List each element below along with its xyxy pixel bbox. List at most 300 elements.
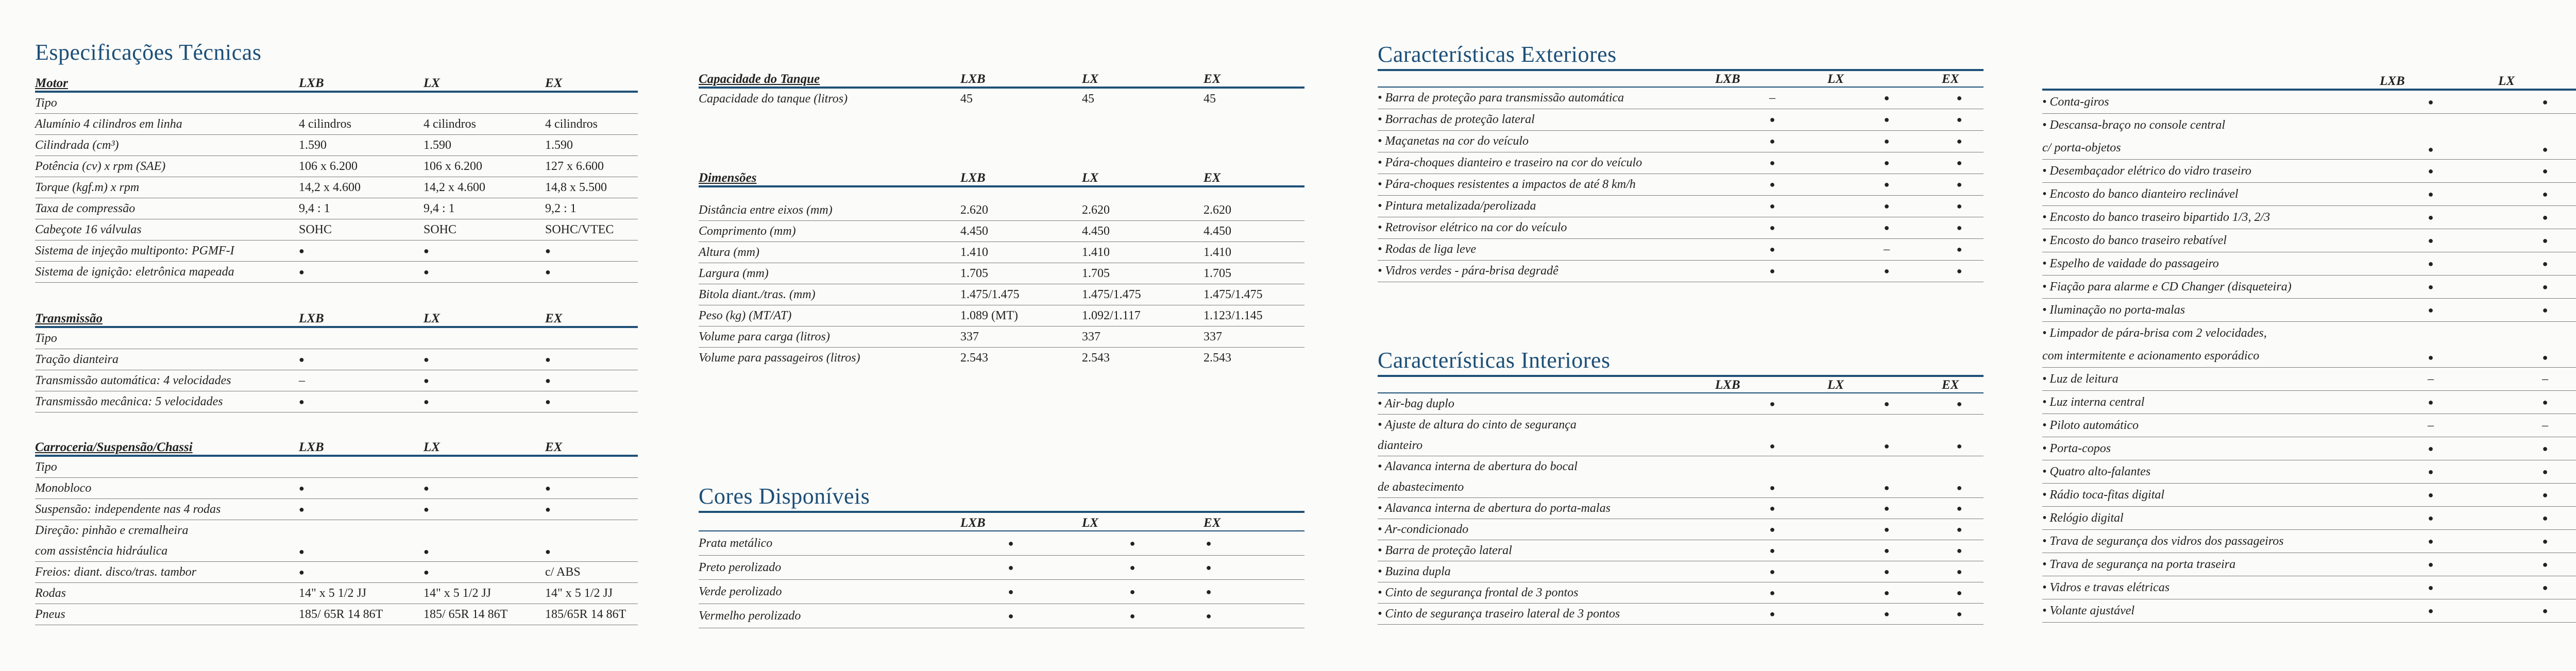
row-label-text: Tipo <box>35 96 57 110</box>
table-row <box>2042 299 2576 322</box>
row-label <box>2042 484 2384 506</box>
cell-ex: ● <box>1956 503 1962 513</box>
panel-tanque-dimensoes-cores <box>699 0 1304 671</box>
cell-ex: ● <box>545 504 551 514</box>
row-label <box>2042 276 2384 298</box>
row-label <box>699 284 960 305</box>
cell-lx: ● <box>2542 258 2548 269</box>
cell-lxb: 2.543 <box>960 351 988 365</box>
row-label <box>1378 456 1725 497</box>
cell-lx: ● <box>2542 165 2548 176</box>
col-lx: LX <box>423 312 440 325</box>
row-label-text: Pneus <box>35 607 65 621</box>
section-label: Capacidade do Tanque <box>699 72 820 86</box>
cell-ex: ● <box>1206 538 1212 548</box>
cell-ex: ● <box>545 396 551 407</box>
table-row <box>699 305 1304 326</box>
row-label <box>35 604 299 625</box>
cell-lxb: 4.450 <box>960 224 988 238</box>
cell-lx: 1.590 <box>423 138 451 152</box>
cell-ex: 2.620 <box>1204 203 1231 217</box>
cell-lxb: 2.620 <box>960 203 988 217</box>
row-label <box>2042 576 2384 599</box>
table-header <box>699 513 1304 531</box>
cell-lxb: – <box>1769 91 1775 105</box>
col-lx: LX <box>1827 72 1844 86</box>
table-row <box>35 583 638 604</box>
row-label-text: • Fiação para alarme e CD Changer (disqueteira) <box>2042 280 2292 294</box>
table-row <box>2042 553 2576 576</box>
row-label-text: • Buzina dupla <box>1378 564 1451 578</box>
cell-lxb: ● <box>1769 545 1775 556</box>
table-header <box>2042 70 2576 91</box>
cell-lx: 14,2 x 4.600 <box>423 180 485 194</box>
col-ex: EX <box>545 440 563 454</box>
cell-lxb: ● <box>2428 352 2434 363</box>
row-label-text: Capacidade do tanque (litros) <box>699 92 848 106</box>
table-dimensoes <box>699 166 1304 368</box>
row-label <box>2042 91 2384 113</box>
row-label-text: • Volante ajustável <box>2042 604 2135 617</box>
cell-lx: ● <box>2542 512 2548 523</box>
cell-ex: 4.450 <box>1204 224 1231 238</box>
table-row <box>35 370 638 391</box>
row-label-text: • Maçanetas na cor do veículo <box>1378 134 1529 148</box>
row-label-text: • Piloto automático <box>2042 418 2139 432</box>
cell-lxb: 1.705 <box>960 266 988 280</box>
col-lxb: LXB <box>960 72 986 86</box>
cell-lxb: ● <box>1008 538 1014 548</box>
cell-lx: ● <box>1884 608 1890 619</box>
row-label-text: Alumínio 4 cilindros em linha <box>35 117 182 131</box>
row-label <box>1378 196 1725 217</box>
row-label-text: • Borrachas de proteção lateral <box>1378 113 1535 126</box>
section-title-exteriores: Características Exteriores <box>1378 42 1617 67</box>
row-label <box>2042 183 2384 205</box>
row-label-text: • Ajuste de altura do cinto de segurança <box>1378 418 1577 432</box>
table-row <box>2042 276 2576 299</box>
row-label <box>699 556 960 579</box>
table-row <box>2042 160 2576 183</box>
table-row <box>2042 414 2576 437</box>
col-lx: LX <box>423 76 440 90</box>
panel-especificacoes <box>35 0 638 671</box>
cell-lxb: ● <box>2428 304 2434 315</box>
cell-lxb: ● <box>2428 258 2434 269</box>
table-row <box>1378 196 1984 217</box>
row-label <box>35 156 299 177</box>
page-title: Especificações Técnicas <box>35 40 262 65</box>
cell-lxb: – <box>2428 418 2434 432</box>
cell-lxb: ● <box>1769 608 1775 619</box>
row-label-text-line2: c/ porta-objetos <box>2042 141 2121 154</box>
row-label-text: • Retrovisor elétrico na cor do veículo <box>1378 221 1567 234</box>
row-label-text: • Pintura metalizada/perolizada <box>1378 199 1536 213</box>
row-label-text: Altura (mm) <box>699 245 759 259</box>
cell-lxb: ● <box>1769 524 1775 535</box>
table-row <box>35 262 638 283</box>
table-row <box>2042 599 2576 623</box>
cell-lxb: ● <box>1769 398 1775 409</box>
cell-ex: ● <box>545 266 551 277</box>
cell-lx: ● <box>423 245 429 256</box>
cell-ex: ● <box>1956 545 1962 556</box>
cell-lxb: ● <box>1769 483 1775 493</box>
row-label <box>35 562 299 582</box>
table-row <box>2042 391 2576 414</box>
cell-lx: ● <box>2542 144 2548 154</box>
col-ex: EX <box>545 312 563 325</box>
table-row <box>1378 174 1984 196</box>
cell-lxb: ● <box>2428 188 2434 199</box>
row-label-text: • Conta-giros <box>2042 95 2109 109</box>
table-row <box>1378 393 1984 415</box>
cell-lx: ● <box>423 396 429 407</box>
row-label <box>2042 530 2384 553</box>
cell-lxb: ● <box>299 396 304 407</box>
row-label <box>699 604 960 628</box>
row-label-text: • Barra de proteção para transmissão automática <box>1378 91 1624 105</box>
cell-lxb: – <box>2428 372 2434 386</box>
row-label <box>1378 540 1725 561</box>
col-ex: EX <box>545 76 563 90</box>
table-row <box>699 221 1304 242</box>
row-label-text: Largura (mm) <box>699 266 769 280</box>
cell-lx: ● <box>423 375 429 386</box>
table-row <box>2042 322 2576 368</box>
row-label-text: Transmissão mecânica: 5 velocidades <box>35 394 223 408</box>
cell-lx: ● <box>1884 222 1890 233</box>
row-label <box>699 200 960 220</box>
cell-lx: ● <box>1129 562 1136 573</box>
col-lxb: LXB <box>960 516 986 530</box>
table-row <box>699 580 1304 604</box>
cell-lxb: ● <box>2428 605 2434 616</box>
cell-ex: 1.590 <box>545 138 573 152</box>
table-motor <box>35 69 638 283</box>
col-ex: EX <box>1204 516 1221 530</box>
cell-lx: ● <box>2542 96 2548 107</box>
row-label-text: Peso (kg) (MT/AT) <box>699 308 792 322</box>
cell-ex: 1.123/1.145 <box>1204 308 1263 322</box>
cell-lxb: ● <box>1769 503 1775 513</box>
cell-lx: ● <box>1129 586 1136 597</box>
row-label-text: • Vidros e travas elétricas <box>2042 580 2170 594</box>
row-label <box>699 531 960 555</box>
spacer <box>699 187 1304 200</box>
cell-lxb: 106 x 6.200 <box>299 159 358 173</box>
row-label <box>1378 239 1725 260</box>
cell-ex: 1.410 <box>1204 245 1231 259</box>
row-label-text: Monobloco <box>35 481 92 495</box>
cell-lx: 4.450 <box>1082 224 1110 238</box>
cell-lx: 9,4 : 1 <box>423 201 455 215</box>
table-outros <box>2042 70 2576 623</box>
cell-ex: ● <box>1956 158 1962 168</box>
row-label <box>35 93 299 113</box>
cell-lx: ● <box>2542 235 2548 246</box>
col-lxb: LXB <box>299 440 324 454</box>
cell-ex: 45 <box>1204 92 1216 106</box>
cell-lx: ● <box>1884 587 1890 598</box>
row-label-text: • Pára-choques dianteiro e traseiro na cor do veículo <box>1378 156 1642 169</box>
cell-lx: 1.475/1.475 <box>1082 287 1141 301</box>
table-row <box>2042 206 2576 229</box>
table-row <box>35 135 638 156</box>
cell-lxb: ● <box>2428 536 2434 546</box>
row-label <box>2042 599 2384 622</box>
cell-lx: 4 cilindros <box>423 117 476 131</box>
cell-lx: ● <box>1884 136 1890 146</box>
table-carroceria <box>35 435 638 625</box>
table-row <box>699 263 1304 284</box>
cell-lxb: ● <box>2428 443 2434 454</box>
row-label <box>699 89 960 109</box>
row-label <box>699 305 960 326</box>
cell-lx: ● <box>2542 397 2548 407</box>
cell-lxb: ● <box>1008 562 1014 573</box>
cell-lx: ● <box>2542 536 2548 546</box>
table-row <box>35 219 638 240</box>
cell-ex: ● <box>1956 441 1962 451</box>
table-header <box>35 306 638 328</box>
cell-ex: 185/65R 14 86T <box>545 607 626 621</box>
row-label <box>35 135 299 156</box>
row-label-text: • Encosto do banco dianteiro reclinável <box>2042 187 2239 201</box>
col-lxb: LXB <box>1715 378 1740 392</box>
cell-ex: ● <box>1956 566 1962 577</box>
row-label <box>1378 152 1725 174</box>
table-tanque <box>699 67 1304 109</box>
row-label <box>1378 604 1725 624</box>
row-label-text: Volume para passageiros (litros) <box>699 351 860 365</box>
table-row <box>35 156 638 177</box>
row-label <box>1378 88 1725 109</box>
cell-lx: ● <box>2542 443 2548 454</box>
cell-ex: ● <box>1956 114 1962 125</box>
cell-lxb: ● <box>1769 587 1775 598</box>
cell-ex: ● <box>1956 266 1962 276</box>
cell-lx: 2.620 <box>1082 203 1110 217</box>
cell-lx: ● <box>2542 352 2548 363</box>
cell-lx: ● <box>1884 503 1890 513</box>
cell-lx: ● <box>2542 489 2548 500</box>
cell-lx: 1.705 <box>1082 266 1110 280</box>
cell-lxb: 4 cilindros <box>299 117 351 131</box>
row-label-text: • Vidros verdes - pára-brisa degradê <box>1378 264 1558 278</box>
table-row <box>699 89 1304 109</box>
col-lxb: LXB <box>299 312 324 325</box>
table-row <box>1378 604 1984 625</box>
cell-lx: – <box>1884 243 1890 256</box>
table-row <box>2042 484 2576 507</box>
table-row <box>35 349 638 370</box>
cell-lxb: ● <box>2428 582 2434 593</box>
cell-lx: ● <box>423 566 429 577</box>
table-row <box>35 478 638 499</box>
table-row <box>699 348 1304 368</box>
row-label <box>35 391 299 412</box>
row-label-text: Rodas <box>35 586 66 600</box>
row-label-text: • Rádio toca-fitas digital <box>2042 488 2165 502</box>
table-row <box>1378 582 1984 604</box>
row-label-text: • Encosto do banco traseiro bipartido 1/3, 2/3 <box>2042 210 2270 224</box>
row-label <box>35 219 299 240</box>
row-label-text: Vermelho perolizado <box>699 609 801 623</box>
col-lx: LX <box>1082 516 1098 530</box>
row-label <box>2042 229 2384 252</box>
row-label <box>2042 252 2384 275</box>
table-row <box>1378 561 1984 582</box>
row-label-text: • Luz de leitura <box>2042 372 2119 386</box>
row-label <box>35 583 299 604</box>
row-label-text: Freios: diant. disco/tras. tambor <box>35 565 197 579</box>
cell-lx: ● <box>1884 114 1890 125</box>
row-label-text: • Espelho de vaidade do passageiro <box>2042 256 2219 270</box>
table-row <box>35 562 638 583</box>
cell-lxb: – <box>299 373 305 387</box>
cell-lxb: ● <box>2428 397 2434 407</box>
cell-lx: ● <box>423 483 429 493</box>
cell-ex: SOHC/VTEC <box>545 222 614 236</box>
table-row <box>1378 239 1984 261</box>
row-label-text: • Cinto de segurança frontal de 3 pontos <box>1378 586 1579 599</box>
col-ex: EX <box>1204 72 1221 86</box>
cell-ex: ● <box>1956 587 1962 598</box>
table-row <box>2042 368 2576 391</box>
cell-lx: ● <box>2542 281 2548 292</box>
cell-lx: ● <box>2542 582 2548 593</box>
cell-lxb: 1.590 <box>299 138 327 152</box>
row-label-text: Direção: pinhão e cremalheira <box>35 523 189 537</box>
row-label <box>2042 160 2384 182</box>
col-ex: EX <box>1942 378 1959 392</box>
cell-ex: 1.705 <box>1204 266 1231 280</box>
col-lx: LX <box>1827 378 1844 392</box>
table-row <box>35 114 638 135</box>
table-row <box>1378 415 1984 456</box>
cell-lxb: ● <box>1769 201 1775 211</box>
cell-lxb: 14,2 x 4.600 <box>299 180 361 194</box>
cell-ex: 337 <box>1204 330 1222 343</box>
row-label <box>1378 519 1725 540</box>
row-label <box>2042 206 2384 229</box>
row-label-text: Taxa de compressão <box>35 201 135 215</box>
cell-lxb: 1.475/1.475 <box>960 287 1020 301</box>
table-row <box>1378 519 1984 540</box>
cell-lxb: ● <box>299 354 304 365</box>
row-label-text-line2: de abastecimento <box>1378 480 1464 494</box>
row-label <box>2042 368 2384 390</box>
cell-lxb: ● <box>299 483 304 493</box>
row-label <box>35 520 299 561</box>
section-label: Motor <box>35 76 68 90</box>
cell-lxb: 1.410 <box>960 245 988 259</box>
cell-lx: 1.410 <box>1082 245 1110 259</box>
row-label <box>35 457 299 477</box>
cell-ex: 14,8 x 5.500 <box>545 180 607 194</box>
cell-lxb: ● <box>2428 559 2434 570</box>
cell-lx: ● <box>1884 266 1890 276</box>
cell-lxb: ● <box>299 504 304 514</box>
cell-lxb: ● <box>1769 136 1775 146</box>
row-label-text: Transmissão automática: 4 velocidades <box>35 373 231 387</box>
table-row <box>1378 498 1984 519</box>
cell-ex: ● <box>545 354 551 365</box>
table-row <box>1378 109 1984 131</box>
table-row <box>35 457 638 478</box>
row-label <box>2042 299 2384 321</box>
cell-ex: ● <box>1956 608 1962 619</box>
cell-lx: 185/ 65R 14 86T <box>423 607 508 621</box>
table-row <box>2042 91 2576 114</box>
table-row <box>1378 88 1984 109</box>
cell-lxb: ● <box>1769 566 1775 577</box>
row-label-text: • Alavanca interna de abertura do bocal <box>1378 459 1578 473</box>
row-label <box>1378 109 1725 130</box>
section-title-cores: Cores Disponíveis <box>699 484 870 509</box>
col-ex: EX <box>1942 72 1959 86</box>
cell-lxb: ● <box>2428 281 2434 292</box>
row-label-text: Prata metálico <box>699 536 773 550</box>
panel-caracteristicas <box>1378 0 1984 671</box>
cell-ex: 2.543 <box>1204 351 1231 365</box>
row-label-text: • Pára-choques resistentes a impactos de até 8 km/h <box>1378 178 1636 191</box>
row-label-text: • Quatro alto-falantes <box>2042 464 2151 478</box>
row-label-text: Tipo <box>35 460 57 474</box>
cell-lx: ● <box>423 504 429 514</box>
cell-lx: SOHC <box>423 222 457 236</box>
cell-lxb: ● <box>1769 244 1775 254</box>
cell-lx: ● <box>423 266 429 277</box>
table-row <box>35 328 638 349</box>
table-row <box>35 520 638 562</box>
table-row <box>2042 576 2576 599</box>
table-row <box>2042 229 2576 252</box>
row-label <box>699 263 960 284</box>
table-row <box>35 177 638 198</box>
row-label <box>35 499 299 520</box>
row-label-text: • Cinto de segurança traseiro lateral de 3 pontos <box>1378 607 1620 621</box>
table-row <box>2042 183 2576 206</box>
row-label-text: Tipo <box>35 331 57 345</box>
row-label-text: • Relógio digital <box>2042 511 2124 525</box>
row-label-text: Sistema de injeção multiponto: PGMF-I <box>35 244 234 257</box>
cell-lx: ● <box>1884 545 1890 556</box>
cell-lx: 45 <box>1082 92 1094 106</box>
row-label-text: Cabeçote 16 válvulas <box>35 222 142 236</box>
cell-lx: – <box>2542 372 2548 386</box>
row-label <box>35 240 299 261</box>
row-label-text: • Air-bag duplo <box>1378 397 1454 410</box>
table-header <box>1378 377 1984 393</box>
cell-lx: ● <box>1884 201 1890 211</box>
cell-lx: ● <box>1884 93 1890 103</box>
cell-ex: ● <box>1956 179 1962 190</box>
cell-lx: 337 <box>1082 330 1100 343</box>
row-label-text: • Ar-condicionado <box>1378 522 1469 536</box>
cell-lx: 2.543 <box>1082 351 1110 365</box>
cell-ex: ● <box>545 546 551 557</box>
cell-lx: ● <box>2542 466 2548 477</box>
table-row <box>699 284 1304 305</box>
table-row <box>699 326 1304 348</box>
row-label <box>2042 322 2384 367</box>
cell-lx: 106 x 6.200 <box>423 159 482 173</box>
cell-lxb: ● <box>2428 489 2434 500</box>
cell-lx: ● <box>2542 559 2548 570</box>
table-row <box>35 391 638 412</box>
